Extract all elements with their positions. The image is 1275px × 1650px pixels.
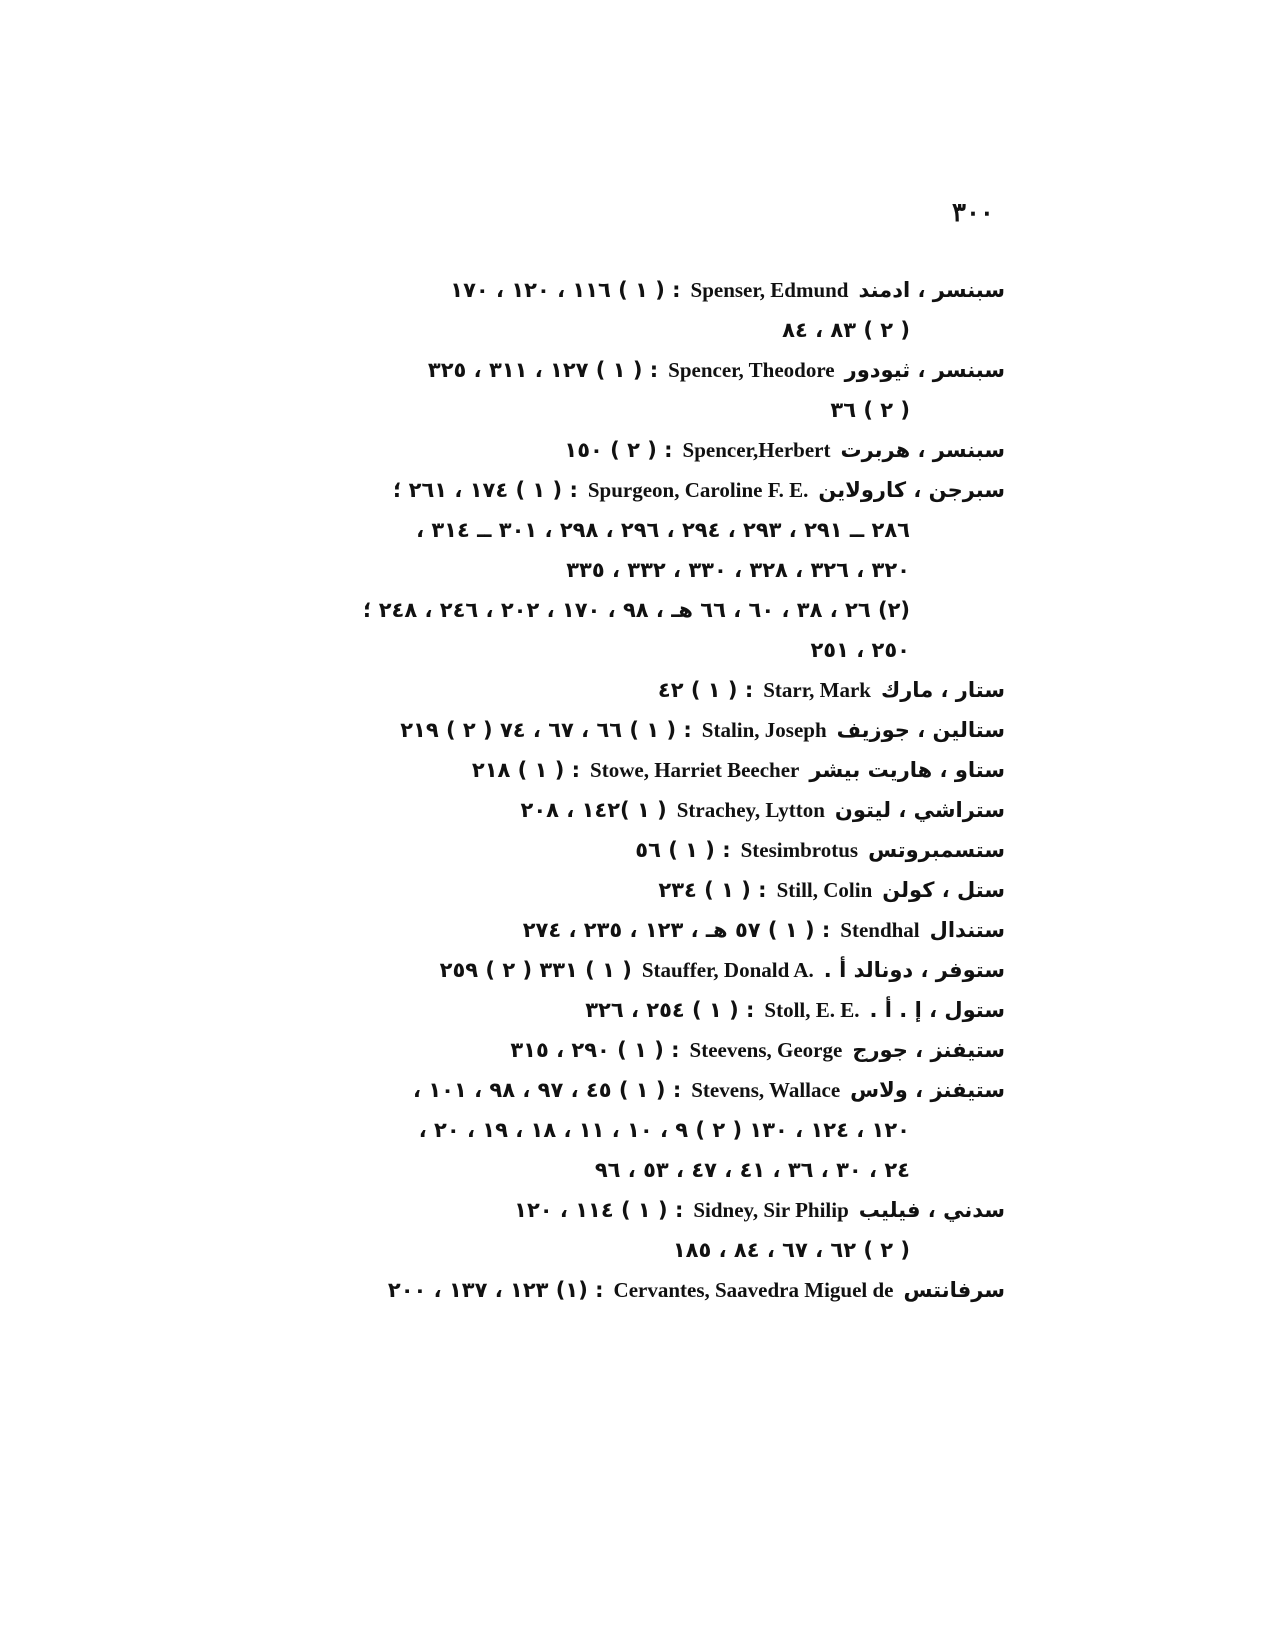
page-references: : ( ١ ) ٥٧ هـ ، ١٢٣ ، ٢٣٥ ، ٢٧٤	[522, 918, 831, 942]
arabic-name: ستسمبروتس	[868, 838, 1005, 862]
arabic-name: سبنسر ، ادمند	[858, 278, 1005, 302]
entry-heading-line	[240, 830, 1005, 870]
page-references: : ( ١ ) ١١٤ ، ١٢٠	[514, 1198, 684, 1222]
english-name: Still, Colin	[776, 878, 873, 902]
english-name: Strachey, Lytton	[676, 798, 825, 822]
page-number: ٣٠٠	[952, 198, 994, 228]
arabic-name: ستول ، إ . أ .	[869, 998, 1005, 1022]
index-entry	[240, 670, 1005, 710]
arabic-name: ستوفر ، دونالد أ .	[823, 958, 1005, 982]
entry-heading-line	[240, 350, 1005, 390]
page-references: : ( ١ ) ١١٦ ، ١٢٠ ، ١٧٠	[450, 278, 681, 302]
arabic-name: ستيفنز ، جورج	[852, 1038, 1005, 1062]
entry-continuation-line	[240, 310, 1005, 350]
index-entry	[240, 1070, 1005, 1190]
index-entry	[240, 790, 1005, 830]
index-entry	[240, 1030, 1005, 1070]
arabic-name: سرفانتس	[903, 1278, 1005, 1302]
index-entry	[240, 750, 1005, 790]
continuation-references: ٣٢٠ ، ٣٢٦ ، ٣٢٨ ، ٣٣٠ ، ٣٣٢ ، ٣٣٥	[566, 558, 910, 582]
english-name: Stoll, E. E.	[764, 998, 860, 1022]
english-name: Stendhal	[840, 918, 920, 942]
arabic-name: سبرجن ، كارولاين	[818, 478, 1005, 502]
arabic-name: سبنسر ، هربرت	[840, 438, 1005, 462]
index-entry	[240, 270, 1005, 350]
entry-heading-line	[240, 870, 1005, 910]
page-references: : ( ١ ) ٢١٨	[471, 758, 581, 782]
index-entry	[240, 1270, 1005, 1310]
entry-continuation-line	[240, 550, 1005, 590]
english-name: Spurgeon, Caroline F. E.	[587, 478, 809, 502]
entry-heading-line	[240, 750, 1005, 790]
english-name: Stesimbrotus	[740, 838, 859, 862]
entry-continuation-line	[240, 390, 1005, 430]
page-references: : ( ١ ) ٤٢	[657, 678, 754, 702]
english-name: Starr, Mark	[763, 678, 871, 702]
index-entry	[240, 470, 1005, 670]
arabic-name: ستيفنز ، ولاس	[850, 1078, 1005, 1102]
page-references: : ( ١ ) ١٢٧ ، ٣١١ ، ٣٢٥	[427, 358, 659, 382]
entry-continuation-line	[240, 1230, 1005, 1270]
continuation-references: ٢٨٦ ــ ٢٩١ ، ٢٩٣ ، ٢٩٤ ، ٢٩٦ ، ٢٩٨ ، ٣٠١ ــ ٣١٤ ،	[416, 518, 910, 542]
english-name: Stowe, Harriet Beecher	[590, 758, 800, 782]
english-name: Spencer,Herbert	[682, 438, 831, 462]
page-references: : ( ١ ) ٤٥ ، ٩٧ ، ٩٨ ، ١٠١ ،	[413, 1078, 682, 1102]
english-name: Stevens, Wallace	[691, 1078, 841, 1102]
entry-heading-line	[240, 1270, 1005, 1310]
continuation-references: ( ٢ ) ٦٢ ، ٦٧ ، ٨٤ ، ١٨٥	[672, 1238, 910, 1262]
entry-heading-line	[240, 270, 1005, 310]
index-entry	[240, 870, 1005, 910]
page-references: : ( ١ ) ١٧٤ ، ٢٦١ ؛	[392, 478, 578, 502]
page-references: ( ١ )١٤٢ ، ٢٠٨	[520, 798, 667, 822]
english-name: Spenser, Edmund	[690, 278, 849, 302]
continuation-references: ٢٤ ، ٣٠ ، ٣٦ ، ٤١ ، ٤٧ ، ٥٣ ، ٩٦	[594, 1158, 910, 1182]
entry-continuation-line	[240, 1110, 1005, 1150]
english-name: Sidney, Sir Philip	[693, 1198, 849, 1222]
entry-heading-line	[240, 710, 1005, 750]
entry-heading-line	[240, 470, 1005, 510]
english-name: Cervantes, Saavedra Miguel de	[613, 1278, 894, 1302]
entry-heading-line	[240, 910, 1005, 950]
continuation-references: ( ٢ ) ٣٦	[830, 398, 910, 422]
page-references: ( ١ ) ٣٣١ ( ٢ ) ٢٥٩	[439, 958, 632, 982]
entry-heading-line	[240, 670, 1005, 710]
english-name: Steevens, George	[689, 1038, 843, 1062]
index-entry	[240, 1190, 1005, 1270]
continuation-references: ٢٥٠ ، ٢٥١	[810, 638, 910, 662]
index-entry	[240, 990, 1005, 1030]
arabic-name: ستراشي ، ليتون	[834, 798, 1005, 822]
index-entry	[240, 950, 1005, 990]
index-entry	[240, 710, 1005, 750]
page-references: : ( ١ ) ٢٩٠ ، ٣١٥	[510, 1038, 680, 1062]
page-references: : ( ١ ) ٢٥٤ ، ٣٢٦	[585, 998, 755, 1022]
arabic-name: ستالين ، جوزيف	[836, 718, 1005, 742]
arabic-name: ستل ، كولن	[882, 878, 1005, 902]
arabic-name: سدني ، فيليب	[858, 1198, 1005, 1222]
index-list	[240, 270, 1005, 1310]
entry-heading-line	[240, 1030, 1005, 1070]
entry-heading-line	[240, 1190, 1005, 1230]
entry-continuation-line	[240, 510, 1005, 550]
entry-heading-line	[240, 430, 1005, 470]
english-name: Stauffer, Donald A.	[641, 958, 814, 982]
page-references: : ( ١ ) ٢٣٤	[658, 878, 767, 902]
entry-heading-line	[240, 990, 1005, 1030]
continuation-references: ( ٢ ) ٨٣ ، ٨٤	[782, 318, 910, 342]
entry-continuation-line	[240, 590, 1005, 630]
page-references: : ( ١ ) ٦٦ ، ٦٧ ، ٧٤ ( ٢ ) ٢١٩	[400, 718, 692, 742]
index-entry	[240, 430, 1005, 470]
index-entry	[240, 350, 1005, 430]
arabic-name: ستندال	[929, 918, 1005, 942]
index-entry	[240, 910, 1005, 950]
entry-heading-line	[240, 950, 1005, 990]
page-references: : ( ١ ) ٥٦	[635, 838, 731, 862]
page-references: : ( ٢ ) ١٥٠	[564, 438, 673, 462]
page-references: : (١) ١٢٣ ، ١٣٧ ، ٢٠٠	[387, 1278, 604, 1302]
arabic-name: سبنسر ، ثيودور	[844, 358, 1005, 382]
arabic-name: ستار ، مارك	[880, 678, 1005, 702]
continuation-references: (٢) ٢٦ ، ٣٨ ، ٦٠ ، ٦٦ هـ ، ٩٨ ، ١٧٠ ، ٢٠٢ ، ٢٤٦ ، ٢٤٨ ؛	[362, 598, 910, 622]
entry-continuation-line	[240, 630, 1005, 670]
index-entry	[240, 830, 1005, 870]
entry-heading-line	[240, 1070, 1005, 1110]
entry-heading-line	[240, 790, 1005, 830]
continuation-references: ١٢٠ ، ١٢٤ ، ١٣٠ ( ٢ ) ٩ ، ١٠ ، ١١ ، ١٨ ، ١٩ ، ٢٠ ،	[418, 1118, 910, 1142]
arabic-name: ستاو ، هاريت بيشر	[809, 758, 1005, 782]
entry-continuation-line	[240, 1150, 1005, 1190]
english-name: Spencer, Theodore	[668, 358, 835, 382]
english-name: Stalin, Joseph	[701, 718, 827, 742]
